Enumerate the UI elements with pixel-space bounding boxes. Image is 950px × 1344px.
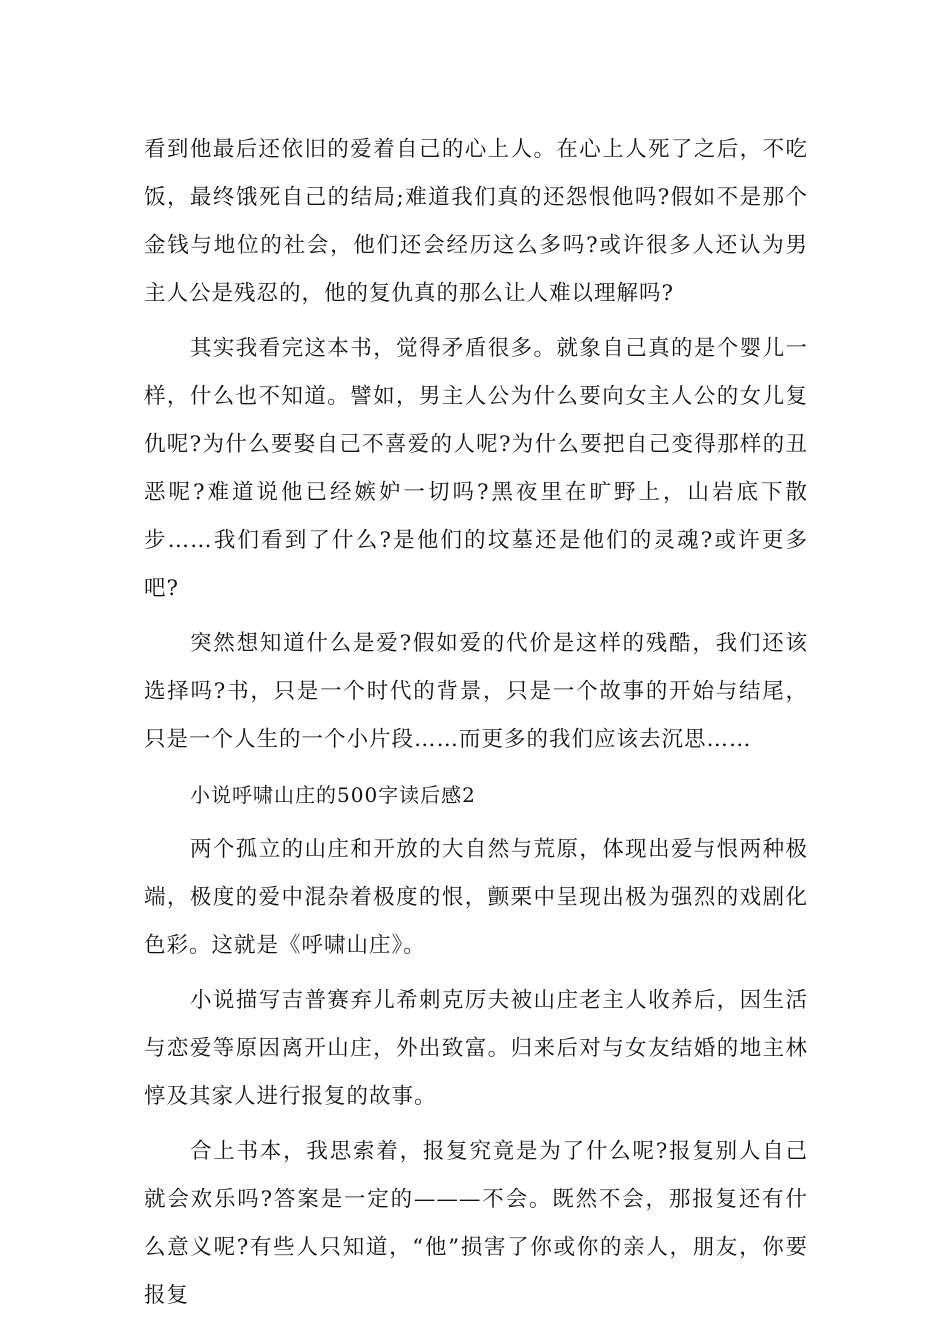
paragraph-what-is-love: 突然想知道什么是爱?假如爱的代价是这样的残酷，我们还该选择吗?书，只是一个时代的背景，只是一个故事的开始与结尾，只是一个人生的一个小片段……而更多的我们应该去沉思……: [144, 631, 808, 752]
paragraph-revenge: 合上书本，我思索着，报复究竟是为了什么呢?报复别人自己就会欢乐吗?答案是一定的———不会。既然不会，那报复还有什么意义呢?有些人只知道，“他”损害了你或你的亲人，朋友，你要报复: [144, 1139, 808, 1308]
paragraph-contradictions: 其实我看完这本书，觉得矛盾很多。就象自己真的是个婴儿一样，什么也不知道。譬如，男主人公为什么要向女主人公的女儿复仇呢?为什么要娶自己不喜爱的人呢?为什么要把自己变得那样的丑恶呢?难道说他已经嫉妒一切吗?黑夜里在旷野上，山岩底下散步……我们看到了什么?是他们的坟墓还是他们的灵魂?或许更多吧?: [144, 336, 808, 601]
section-heading: 小说呼啸山庄的500字读后感2: [190, 783, 476, 807]
document-body: [144, 126, 808, 1327]
paragraph-continuation: 看到他最后还依旧的爱着自己的心上人。在心上人死了之后，不吃饭，最终饿死自己的结局;难道我们真的还怨恨他吗?假如不是那个金钱与地位的社会，他们还会经历这么多吗?或许很多人还认为男主人公是残忍的，他的复仇真的那么让人难以理解吗?: [144, 137, 808, 306]
paragraph-two-manors: 两个孤立的山庄和开放的大自然与荒原，体现出爱与恨两种极端，极度的爱中混杂着极度的恨，颤栗中呈现出极为强烈的戏剧化色彩。这就是《呼啸山庄》。: [144, 837, 808, 958]
paragraph-plot-summary: 小说描写吉普赛弃儿希刺克厉夫被山庄老主人收养后，因生活与恋爱等原因离开山庄，外出致富。归来后对与女友结婚的地主林惇及其家人进行报复的故事。: [144, 988, 808, 1109]
